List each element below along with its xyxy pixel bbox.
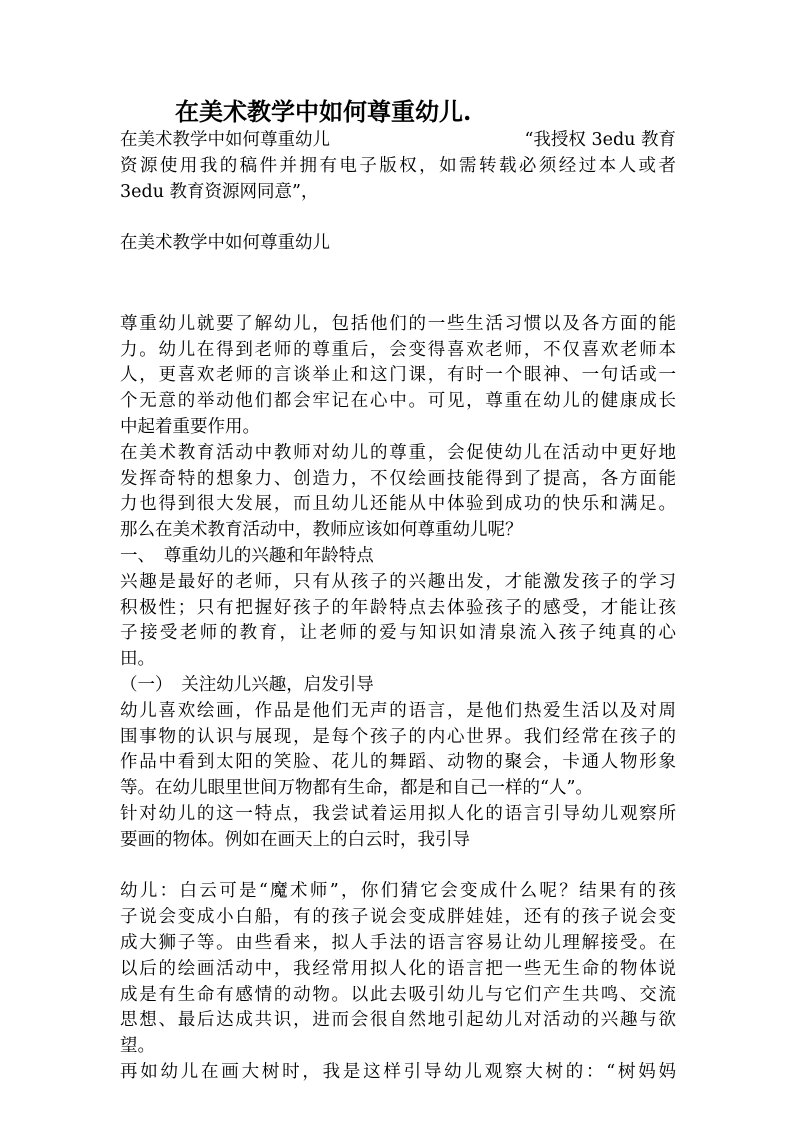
text-line: 成是有生命有感情的动物。以此去吸引幼儿与它们产生共鸣、交流 bbox=[120, 984, 676, 1005]
document-body bbox=[120, 128, 676, 1086]
text-line: 望。 bbox=[120, 1036, 155, 1057]
paragraph-4 bbox=[120, 699, 676, 802]
paragraph-7 bbox=[120, 1060, 676, 1086]
text-line: 中起着重要作用。 bbox=[120, 416, 260, 437]
text-line: 兴趣是最好的老师，只有从孩子的兴趣出发，才能激发孩子的学习 bbox=[120, 571, 676, 592]
text-line: 思想、最后达成共识，进而会很自然地引起幼儿对活动的兴趣与欲 bbox=[120, 1010, 676, 1031]
text-line: 田。 bbox=[120, 649, 155, 670]
paragraph-5 bbox=[120, 802, 676, 854]
header-right: “我授权 3edu 教育 bbox=[524, 130, 676, 150]
header-line-2: 资源使用我的稿件并拥有电子版权，如需转载必须经过本人或者 bbox=[120, 155, 676, 176]
text-line: 人，更喜欢老师的言谈举止和这门课，有时一个眼神、一句话或一 bbox=[120, 365, 676, 386]
text-line: 力。幼儿在得到老师的尊重后，会变得喜欢老师，不仅喜欢老师本 bbox=[120, 339, 676, 360]
header-line-3: 3edu 教育资源网同意”， bbox=[120, 181, 319, 202]
paragraph-3 bbox=[120, 570, 676, 673]
text-line: 子说会变成小白船，有的孩子说会变成胖娃娃，还有的孩子说会变 bbox=[120, 907, 676, 928]
text-line: 幼儿：白云可是“魔术师”，你们猜它会变成什么呢？结果有的孩 bbox=[120, 881, 676, 902]
text-line: 幼儿喜欢绘画，作品是他们无声的语言，是他们热爱生活以及对周 bbox=[120, 700, 676, 721]
blank-line bbox=[120, 205, 676, 231]
blank-line bbox=[120, 854, 676, 880]
text-line: 成大狮子等。由些看来，拟人手法的语言容易让幼儿理解接受。在 bbox=[120, 932, 676, 953]
text-line: 以后的绘画活动中，我经常用拟人化的语言把一些无生命的物体说 bbox=[120, 958, 676, 979]
section-heading: 一、 尊重幼儿的兴趣和年龄特点 bbox=[120, 545, 374, 566]
text-line: 个无意的举动他们都会牢记在心中。可见，尊重在幼儿的健康成长 bbox=[120, 391, 676, 412]
text-line: 那么在美术教育活动中，教师应该如何尊重幼儿呢？ bbox=[120, 520, 523, 541]
blank-line bbox=[120, 286, 676, 312]
text-line: 要画的物体。例如在画天上的白云时，我引导 bbox=[120, 829, 470, 850]
document-title: 在美术教学中如何尊重幼儿. bbox=[175, 97, 472, 126]
subtitle: 在美术教学中如何尊重幼儿 bbox=[120, 233, 330, 254]
text-line: 作品中看到太阳的笑脸、花儿的舞蹈、动物的聚会，卡通人物形象 bbox=[120, 752, 676, 773]
text-line: 等。在幼儿眼里世间万物都有生命，都是和自己一样的“人”。 bbox=[120, 778, 593, 799]
text-line: 针对幼儿的这一特点，我尝试着运用拟人化的语言引导幼儿观察所 bbox=[120, 803, 676, 824]
text-line: 尊重幼儿就要了解幼儿，包括他们的一些生活习惯以及各方面的能 bbox=[120, 313, 676, 334]
text-line: 在美术教育活动中教师对幼儿的尊重，会促使幼儿在活动中更好地 bbox=[120, 442, 676, 463]
subsection-heading: （一） 关注幼儿兴趣，启发引导 bbox=[120, 674, 374, 695]
paragraph-2 bbox=[120, 441, 676, 544]
header-left: 在美术教学中如何尊重幼儿 bbox=[120, 130, 330, 150]
paragraph-1 bbox=[120, 312, 676, 441]
text-line: 力也得到很大发展，而且幼儿还能从中体验到成功的快乐和满足。 bbox=[120, 494, 676, 515]
text-line: 发挥奇特的想象力、创造力，不仅绘画技能得到了提高，各方面能 bbox=[120, 468, 676, 489]
header-line-1 bbox=[120, 128, 676, 154]
text-line: 积极性；只有把握好孩子的年龄特点去体验孩子的感受，才能让孩 bbox=[120, 597, 676, 618]
paragraph-6 bbox=[120, 879, 676, 1060]
blank-line bbox=[120, 257, 676, 286]
text-line: 子接受老师的教育，让老师的爱与知识如清泉流入孩子纯真的心 bbox=[120, 623, 676, 644]
text-line: 再如幼儿在画大树时，我是这样引导幼儿观察大树的：“树妈妈 bbox=[120, 1061, 676, 1082]
text-line: 围事物的认识与展现，是每个孩子的内心世界。我们经常在孩子的 bbox=[120, 726, 676, 747]
